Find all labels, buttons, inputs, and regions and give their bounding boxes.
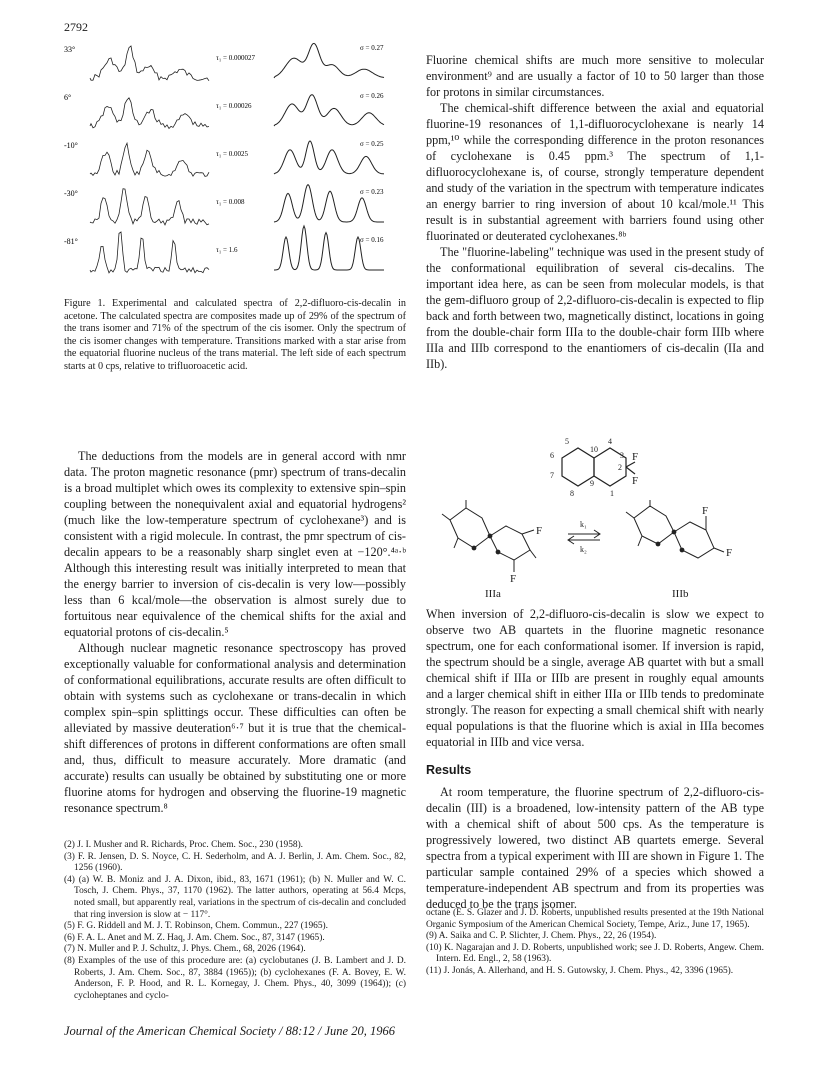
temperature-label: 33° [64, 45, 76, 54]
sigma-label: σ = 0.25 [360, 140, 384, 148]
atom-number: 10 [590, 445, 598, 454]
fluorine-label: F [702, 505, 709, 517]
conformer-equilibrium [430, 500, 760, 582]
tau-label: τ₁ = 0.00026 [216, 102, 252, 110]
paragraph: Although nuclear magnetic resonance spectroscopy has proved exceptionally valuable for conformational analysis and determination of conformational equilibrations, accurate results are often difficult to obtain with systems such as cyclohexane or trans-decalin in which complex spin–spin splittings occur. These difficulties can often be alleviated by massive deuteration⁶·⁷ but it is true that the chemical-shift differences of protons in different conformations are often small and, thus, difficult to measure accurately. More dramatic (and accurate) results can usually be obtained by substituting one or more fluorine atoms for hydrogen and observing the fluorine-19 magnetic resonance spectrum.⁸ [64, 641, 406, 815]
rate-constant-k2: k₂ [580, 545, 587, 554]
fluorine-label: F [510, 573, 517, 582]
structure-label-b: IIIb [672, 588, 689, 600]
reference: (7) N. Muller and P. J. Schultz, J. Phys. Chem., 68, 2026 (1964). [64, 944, 306, 955]
atom-number: 4 [608, 437, 612, 446]
decalin-structure [540, 436, 640, 500]
spectrum-row [64, 92, 384, 129]
right-body-middle [426, 606, 764, 750]
atom-number: 2 [618, 463, 622, 472]
paragraph: When inversion of 2,2-difluoro-cis-decalin is slow we expect to observe two AB quartets in the fluorine magnetic resonance spectrum, one for each conformational isomer. If inversion is rapid, the spectrum should be a single, average AB quartet with but a small chemical shift if IIIa or IIIb are present in roughly equal amounts and a larger chemical shift in either IIIa or IIIb tends to predominate strongly. The reason for expecting a small chemical shift with nearly equal populations is that the fluorine which is axial in IIIa becomes equatorial in IIIb and vice versa. [426, 607, 764, 749]
reference: octane (E. S. Glazer and J. D. Roberts, unpublished results presented at the 19th National Organic Symposium of the American Chemical Society, Tempe, Ariz., June 17, 1965). [426, 908, 764, 930]
atom-number: 6 [550, 451, 554, 460]
sigma-label: σ = 0.27 [360, 44, 384, 52]
temperature-label: -81° [64, 237, 78, 246]
sigma-label: σ = 0.26 [360, 92, 384, 100]
experimental-spectrum [90, 98, 209, 129]
temperature-label: 6° [64, 93, 72, 102]
fluorine-label: F [632, 475, 639, 487]
experimental-spectrum [90, 189, 209, 225]
spectrum-row [64, 140, 384, 176]
reference: (5) F. G. Riddell and M. J. T. Robinson, Chem. Commun., 227 (1965). [64, 921, 329, 932]
reference: (4) (a) W. B. Moniz and J. A. Dixon, ibid., 83, 1671 (1961); (b) N. Muller and W. C. Tosch, J. Chem. Phys., 37, 1170 (1962). The latter authors, operating at 56.4 Mcps, noted small, but apparently real, variations in the spectrum of cis-decalin and concluded that ring inversion is slow at − 117°. [64, 874, 406, 920]
page-number: 2792 [64, 20, 88, 34]
atom-number: 7 [550, 471, 554, 480]
left-body [64, 448, 406, 816]
experimental-spectrum [90, 143, 209, 176]
paragraph: Fluorine chemical shifts are much more sensitive to molecular environment⁹ and are usually a factor of 10 to 50 larger than those for protons in similar circumstances. [426, 53, 764, 99]
sigma-label: σ = 0.16 [360, 236, 384, 244]
experimental-spectrum [90, 46, 209, 81]
spectrum-row [64, 185, 384, 225]
reference: (6) F. A. L. Anet and M. Z. Haq, J. Am. Chem. Soc., 87, 3147 (1965). [64, 932, 325, 943]
right-body-results [426, 784, 764, 912]
section-heading-results: Results [426, 763, 472, 777]
spectrum-row [64, 43, 384, 80]
calculated-spectrum [274, 226, 384, 270]
tau-label: τ₁ = 0.000027 [216, 54, 255, 62]
right-body-top [426, 52, 764, 372]
atom-number: 9 [590, 479, 594, 488]
paragraph: The "fluorine-labeling" technique was used in the present study of the conformational equilibration of several cis-decalins. The important idea here, as can be seen from molecular models, is that the gem-difluoro group of 2,2-difluoro-cis-decalin is expected to flip back and forth between two, magnetically distinct, locations in going from the double-chair form IIIa to the double-chair form IIIb where IIIa and IIIb correspond to the enantiomers of cis-decalin (IIa and IIb). [426, 245, 764, 371]
sigma-label: σ = 0.23 [360, 188, 384, 196]
atom-number: 1 [610, 489, 614, 498]
spectrum-row [64, 226, 384, 273]
paragraph: The deductions from the models are in general accord with nmr data. The proton magnetic resonance (pmr) spectrum of trans-decalin is a broad multiplet which owes its complexity to extensive spin–spin coupling between the nonequivalent axial and equatorial hydrogens² (much like the low-temperature spectrum of cyclohexane³) and is consistent with a rigid molecule. In contrast, the pmr spectrum of cis-decalin appears to be a reasonably sharp singlet even at −120°.⁴ᵃ·ᵇ Although this interesting result was initially interpreted to mean that the energy barrier to inversion of cis-decalin is very low—possibly less than 6 kcal/mole—the observation is almost surely due to fortuitous near equivalence of the chemical shifts for the axial and equatorial protons of cis-decalin.⁵ [64, 449, 406, 639]
structure-label-a: IIIa [485, 588, 501, 600]
atom-number: 8 [570, 489, 574, 498]
references-left [64, 840, 406, 1002]
fluorine-label: F [632, 451, 639, 463]
paragraph: The chemical-shift difference between the axial and equatorial fluorine-19 resonances of 1,1-difluorocyclohexane is nearly 14 ppm,¹⁰ while the corresponding difference in the proton resonances of cyclohexane is 0.45 ppm.³ The spectrum of 1,1-difluorocyclohexane is, of course, strongly temperature dependent and study of the variation in the spectrum with temperature indicates an energy barrier to ring inversion of about 10 kcal/mole.¹¹ This result is in substantial agreement with barriers found using other fluorinated or deuterated cyclohexanes.⁸ᵇ [426, 101, 764, 243]
tau-label: τ₁ = 0.0025 [216, 150, 248, 158]
tau-label: τ₁ = 1.6 [216, 246, 238, 254]
temperature-label: -10° [64, 141, 78, 150]
paragraph: At room temperature, the fluorine spectrum of 2,2-difluoro-cis-decalin (III) is a broadened, low-intensity pattern of the AB type with a chemical shift of about 500 cps. As the temperature is progressively lowered, two distinct AB quartets emerge. Several spectra from a typical experiment with III are shown in Figure 1. The particular sample contained 29% of a species which showed a temperature-independent AB spectrum and from its properties was deduced to be the trans isomer. [426, 785, 764, 911]
experimental-spectrum [90, 232, 209, 273]
journal-footer: Journal of the American Chemical Society / 88:12 / June 20, 1966 [64, 1024, 395, 1038]
fluorine-label: F [536, 525, 543, 537]
reference: (3) F. R. Jensen, D. S. Noyce, C. H. Sederholm, and A. J. Berlin, J. Am. Chem. Soc., 82, 1256 (1960). [64, 851, 406, 874]
reference: (8) Examples of the use of this procedure are: (a) cyclobutanes (J. B. Lambert and J. D. Roberts, J. Am. Chem. Soc., 87, 3884 (1965)); (b) cyclohexanes (F. A. Bovey, E. W. Anderson, F. P. Hood, and R. L. Kornegay, J. Chem. Phys., 40, 3099 (1964)); (c) cycloheptanes and cyclo- [64, 955, 406, 1001]
figure-caption: Figure 1. Experimental and calculated spectra of 2,2-difluoro-cis-decalin in acetone. The calculated spectra are composites made up of 29% of the spectrum of the trans isomer and 71% of the spectrum of the cis isomer. Only the spectrum of the cis isomer changes with temperature. Transitions marked with a star arise from the equatorial fluorine nucleus of the trans material. The left side of each spectrum starts at 0 cps, relative to trifluoroacetic acid. [64, 298, 406, 372]
figure-spectra [64, 40, 404, 290]
reference: (2) J. I. Musher and R. Richards, Proc. Chem. Soc., 230 (1958). [64, 840, 304, 850]
atom-number: 3 [620, 451, 624, 460]
rate-constant-k1: k₁ [580, 520, 587, 529]
reference: (10) K. Nagarajan and J. D. Roberts, unpublished work; see J. D. Roberts, Angew. Chem. Intern. Ed. Engl., 2, 58 (1963). [426, 942, 764, 965]
tau-label: τ₁ = 0.008 [216, 198, 245, 206]
reference: (11) J. Jonás, A. Allerhand, and H. S. Gutowsky, J. Chem. Phys., 42, 3396 (1965). [426, 965, 734, 976]
temperature-label: -30° [64, 189, 78, 198]
references-right [426, 908, 764, 978]
atom-number: 5 [565, 437, 569, 446]
fluorine-label: F [726, 547, 733, 559]
reference: (9) A. Saika and C. P. Slichter, J. Chem. Phys., 22, 26 (1954). [426, 931, 657, 942]
